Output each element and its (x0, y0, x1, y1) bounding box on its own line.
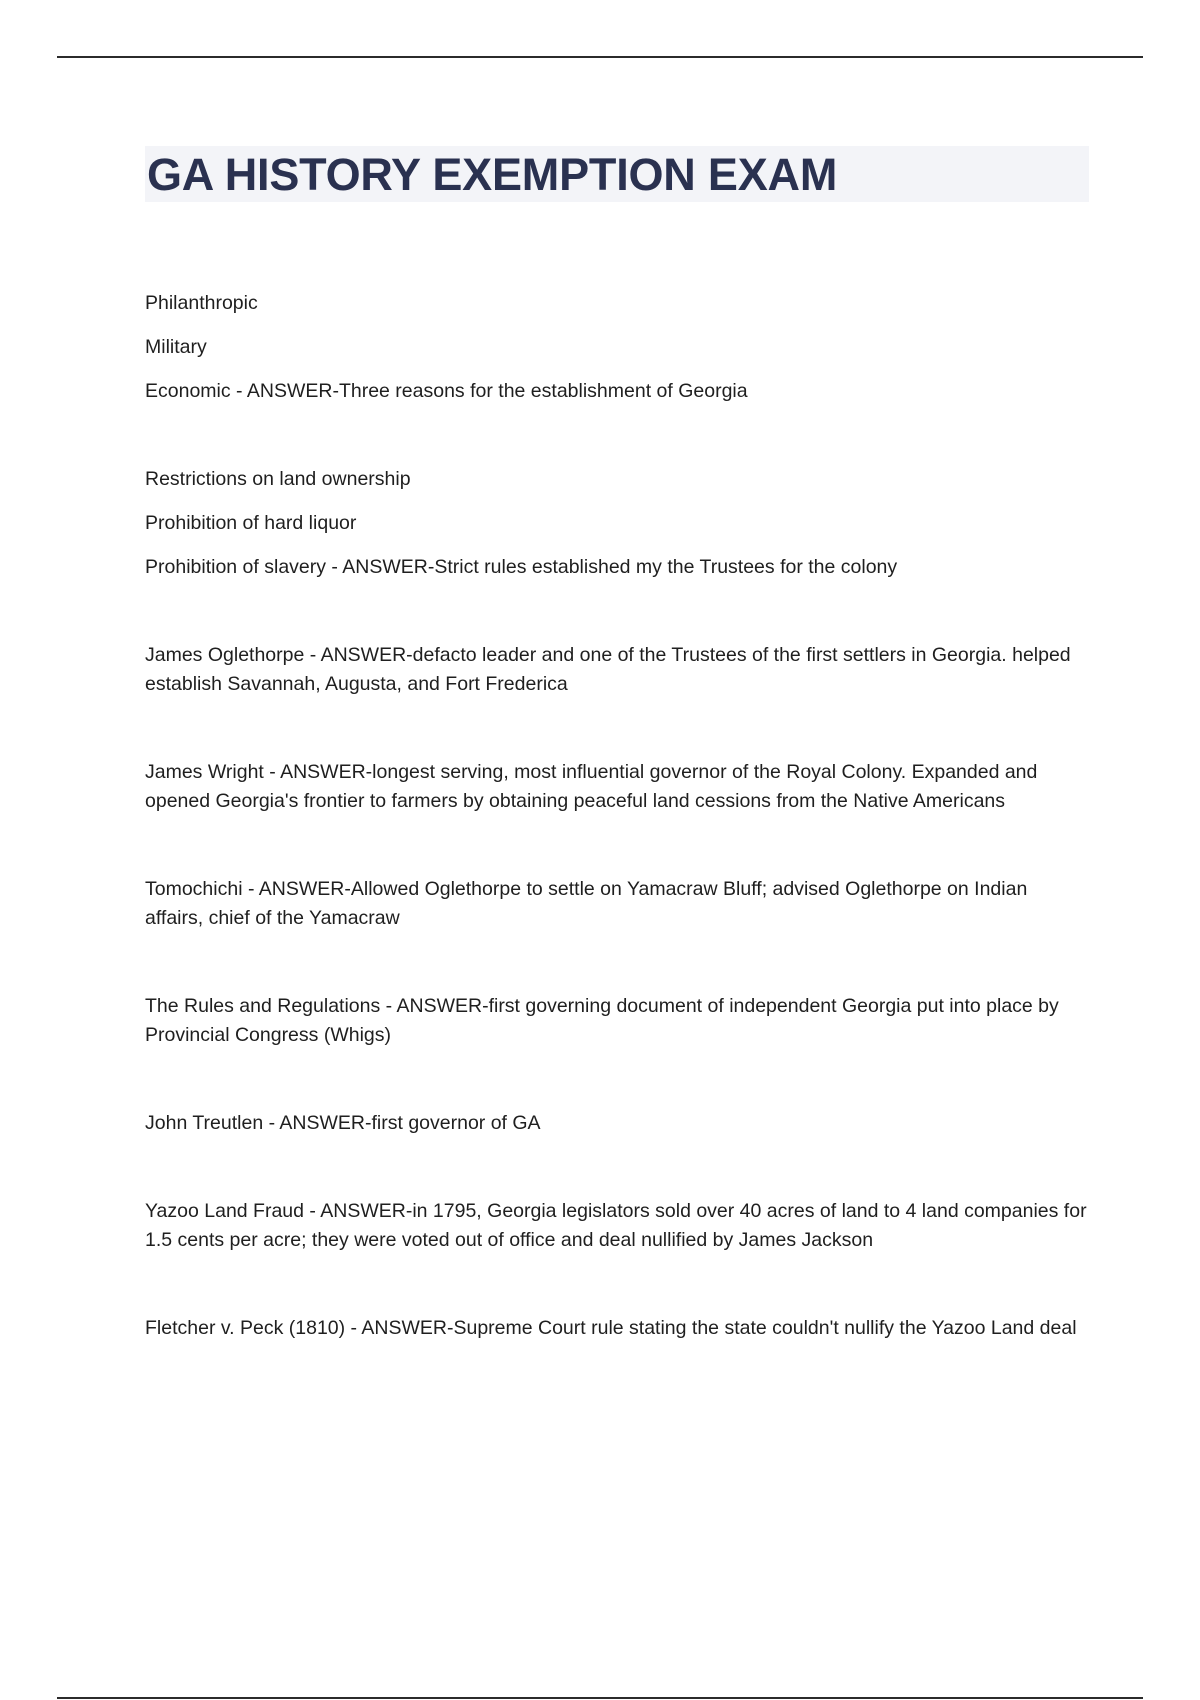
flashcard (145, 1197, 1089, 1255)
answer-line: Tomochichi - ANSWER-Allowed Oglethorpe to settle on Yamacraw Bluff; advised Oglethorpe on Indian affairs, chief of the Yamacraw (145, 878, 1028, 929)
flashcard (145, 992, 1089, 1050)
flashcard (145, 1109, 1089, 1138)
answer-line: Prohibition of slavery - ANSWER-Strict rules established my the Trustees for the colony (145, 556, 898, 578)
answer-line: John Treutlen - ANSWER-first governor of GA (145, 1112, 541, 1134)
answer-line: The Rules and Regulations - ANSWER-first governing document of independent Georgia put into place by Provincial Congress (Whigs) (145, 995, 1059, 1046)
answer-line: Fletcher v. Peck (1810) - ANSWER-Supreme Court rule stating the state couldn't nullify the Yazoo Land deal (145, 1317, 1077, 1339)
flashcard (145, 875, 1089, 933)
flashcard-list (145, 289, 1089, 1343)
flashcard (145, 641, 1089, 699)
term-line: Prohibition of hard liquor (145, 512, 357, 534)
title-banner (145, 146, 1089, 202)
answer-line: Yazoo Land Fraud - ANSWER-in 1795, Georgia legislators sold over 40 acres of land to 4 land companies for 1.5 cents per acre; they were voted out of office and deal nullified by James Jackson (145, 1200, 1087, 1251)
flashcard (145, 1314, 1089, 1343)
flashcard (145, 758, 1089, 816)
flashcard (145, 465, 1089, 582)
page-title: GA HISTORY EXEMPTION EXAM (147, 148, 838, 200)
term-line: Military (145, 336, 207, 358)
flashcard (145, 289, 1089, 406)
answer-line: Economic - ANSWER-Three reasons for the establishment of Georgia (145, 380, 748, 402)
answer-line: James Wright - ANSWER-longest serving, most influential governor of the Royal Colony. Expanded and opened Georgia's frontier to farmers by obtaining peaceful land cessions from the Native Americans (145, 761, 1038, 812)
bottom-divider (57, 1697, 1143, 1699)
answer-line: James Oglethorpe - ANSWER-defacto leader and one of the Trustees of the first settlers in Georgia. helped establish Savannah, Augusta, and Fort Frederica (145, 644, 1071, 695)
term-line: Restrictions on land ownership (145, 468, 411, 490)
document-body (145, 146, 1089, 1402)
top-divider (57, 56, 1143, 58)
term-line: Philanthropic (145, 292, 258, 314)
